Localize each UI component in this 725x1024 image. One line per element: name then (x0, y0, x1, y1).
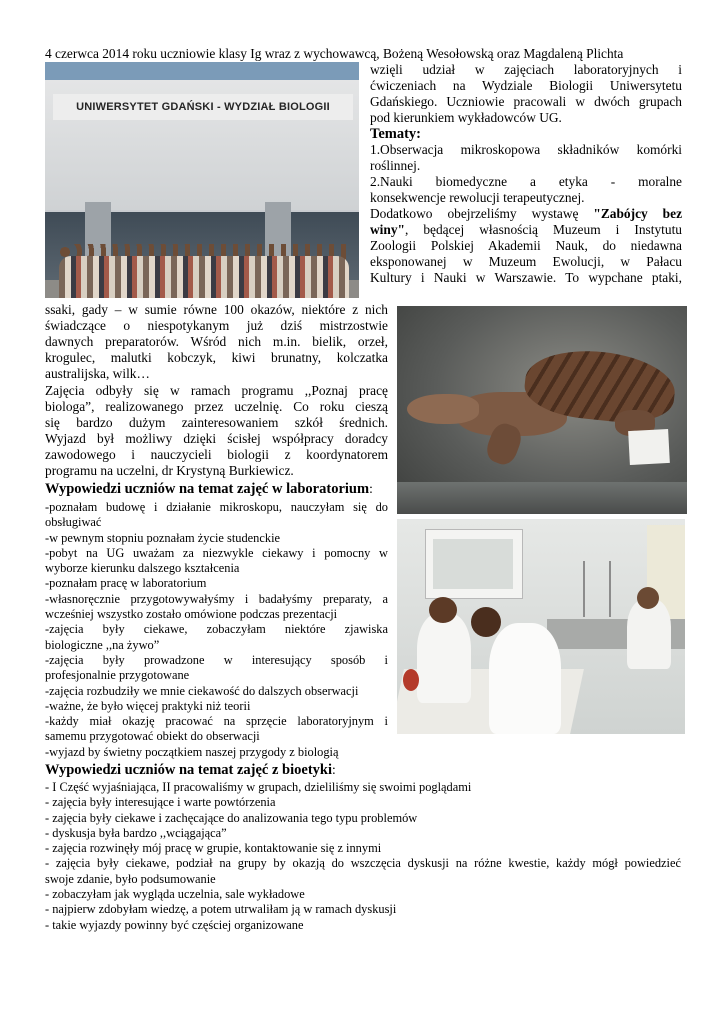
exhibit-label-card (628, 429, 670, 465)
tematy-heading: Tematy: (370, 126, 422, 142)
list-item: -poznałam pracę w laboratorium (45, 576, 207, 591)
photo-turtle-exhibit (397, 306, 687, 514)
list-item-continuation: profesjonalnie przygotowane (45, 668, 190, 683)
exhibit-line: Zoologii Polskiej Akademii Nauk, do niedawna (370, 238, 682, 253)
list-item-continuation: samemu przygotować obiekt do obserwacji (45, 729, 260, 744)
exhibit-title: winy" (370, 222, 405, 237)
list-item: - zajęcia były ciekawe i zachęcające do analizowania tego typu problemów (45, 810, 418, 825)
left-text-line: australijska, wilk… (45, 366, 150, 381)
list-item-continuation: obsługiwać (45, 515, 102, 530)
photo-university-building (45, 62, 359, 298)
lab-opinions-list (45, 500, 388, 760)
exhibit-line: Kultury i Nauki w Warszawie. To wypchane ptaki, (370, 270, 682, 285)
list-item: - zajęcia były interesujące i warte powtórzenia (45, 795, 276, 810)
list-item: - I Część wyjaśniająca, II pracowaliśmy w grupach, dzieliliśmy się swoimi poglądami (45, 780, 472, 794)
list-item: -każdy miał okazję pracować na sprzęcie laboratoryjnym i (45, 714, 388, 729)
intro-line: 4 czerwca 2014 roku uczniowie klasy Ig wraz z wychowawcą, Bożeną Wesołowską oraz Magdaleną Plichta (45, 46, 624, 61)
building-sign-text: UNIWERSYTET GDAŃSKI - WYDZIAŁ BIOLOGII (53, 94, 353, 120)
list-item: - dyskusja była bardzo ,,wciągająca” (45, 825, 227, 840)
intro-text-line: Gdańskiego. Uczniowie pracowali w dwóch grupach (370, 94, 682, 109)
intro-text-line: wzięli udział w zajęciach laboratoryjnych i (370, 62, 682, 77)
exhibit-line: Dodatkowo obejrzeliśmy wystawę "Zabójcy bez (370, 206, 683, 221)
list-item: - zobaczyłam jak wygląda uczelnia, sale wykładowe (45, 887, 305, 902)
list-item-continuation: biologiczne ,,na żywo” (45, 637, 160, 652)
list-item: - najpierw zdobyłam wiedzę, a potem utrwaliłam ją w ramach dyskusji (45, 902, 397, 917)
left-text-line: świadczące o niespotykanym już dziś mistrzostwie (45, 318, 388, 333)
tematy-line: 1.Obserwacja mikroskopowa składników komórki (370, 142, 682, 157)
intro-text-line: pod kierunkiem wykładowców UG. (370, 110, 562, 125)
photo-laboratory (397, 519, 685, 734)
list-item: -w pewnym stopniu poznałam życie studenckie (45, 530, 281, 545)
tematy-line: konsekwencje rewolucji terapeutycznej. (370, 190, 585, 205)
left-text-line: ssaki, gady – w sumie równe 100 okazów, niektóre z nich (45, 302, 388, 317)
list-item: - takie wyjazdy powinny być częściej organizowane (45, 917, 304, 932)
exhibit-line: eksponowanej w Muzeum Ewolucji, w Pałacu (370, 254, 682, 269)
exhibit-title: "Zabójcy bez (593, 206, 683, 221)
tematy-line: roślinnej. (370, 158, 421, 173)
list-item-continuation: wcześniej wszystko zostało omówione podczas prezentacji (45, 607, 338, 622)
list-item: - zajęcia rozwinęły mój pracę w grupie, kontaktowanie się z innymi (45, 841, 382, 856)
intro-text-line: ćwiczeniach na Wydziale Biologii Uniwersytetu (370, 78, 682, 93)
program-line: programu na uczelni, dr Krystyną Burkiewicz. (45, 463, 294, 478)
program-line: Wyjazd był możliwy dzięki ścisłej współpracy doradcy (45, 431, 388, 446)
student-group (59, 256, 349, 298)
list-item: -ważne, że było więcej praktyki niż teorii (45, 698, 251, 713)
list-item: -poznałam budowę i działanie mikroskopu, nauczyłam się do (45, 500, 388, 514)
program-line: się bardzo dużym zainteresowaniem szkół średnich. (45, 415, 388, 430)
bio-opinions-list (45, 780, 681, 933)
list-item: -własnoręcznie przygotowywałyśmy i badałyśmy preparaty, a (45, 591, 388, 606)
list-item: -zajęcia były ciekawe, zobaczyłam niektóre zjawiska (45, 622, 388, 637)
left-text-line: krogulec, malutki kobczyk, kiwi brunatny, kolczatka (45, 350, 388, 365)
program-line: Zajęcia odbyły się w ramach programu ,,Poznaj pracę (45, 383, 388, 398)
list-item: - zajęcia były ciekawe, podział na grupy by okazją do wszczęcia dyskusji na różne kwestie, każdy mógł powiedzieć (45, 856, 681, 871)
program-line: zawodowego i nauczycieli biologii z koordynatorem (45, 447, 388, 462)
bio-section-heading: Wypowiedzi uczniów na temat zajęć z bioetyki: (45, 762, 336, 778)
list-item: -pobyt na UG uważam za niezwykle ciekawy i pomocny w (45, 545, 388, 560)
exhibit-line: winy", będącej własnością Muzeum i Instytutu (370, 222, 682, 237)
program-line: biologa”, realizowanego przez uczelnię. Co roku cieszą (45, 399, 388, 414)
list-item: -zajęcia były prowadzone w interesujący sposób i (45, 652, 388, 667)
list-item: -zajęcia rozbudziły we mnie ciekawość do dalszych obserwacji (45, 683, 359, 698)
list-item: -wyjazd by świetny początkiem naszej przygody z biologią (45, 744, 339, 759)
lab-section-heading: Wypowiedzi uczniów na temat zajęć w laboratorium: (45, 481, 373, 497)
list-item-continuation: swoje zdanie, było podsumowanie (45, 871, 216, 886)
list-item-continuation: wyborze kierunku dalszego kształcenia (45, 561, 240, 576)
tematy-line: 2.Nauki biomedyczne a etyka - moralne (370, 174, 682, 189)
left-text-line: dawnych preparatorów. Wśród nich m.in. bielik, orzeł, (45, 334, 388, 349)
